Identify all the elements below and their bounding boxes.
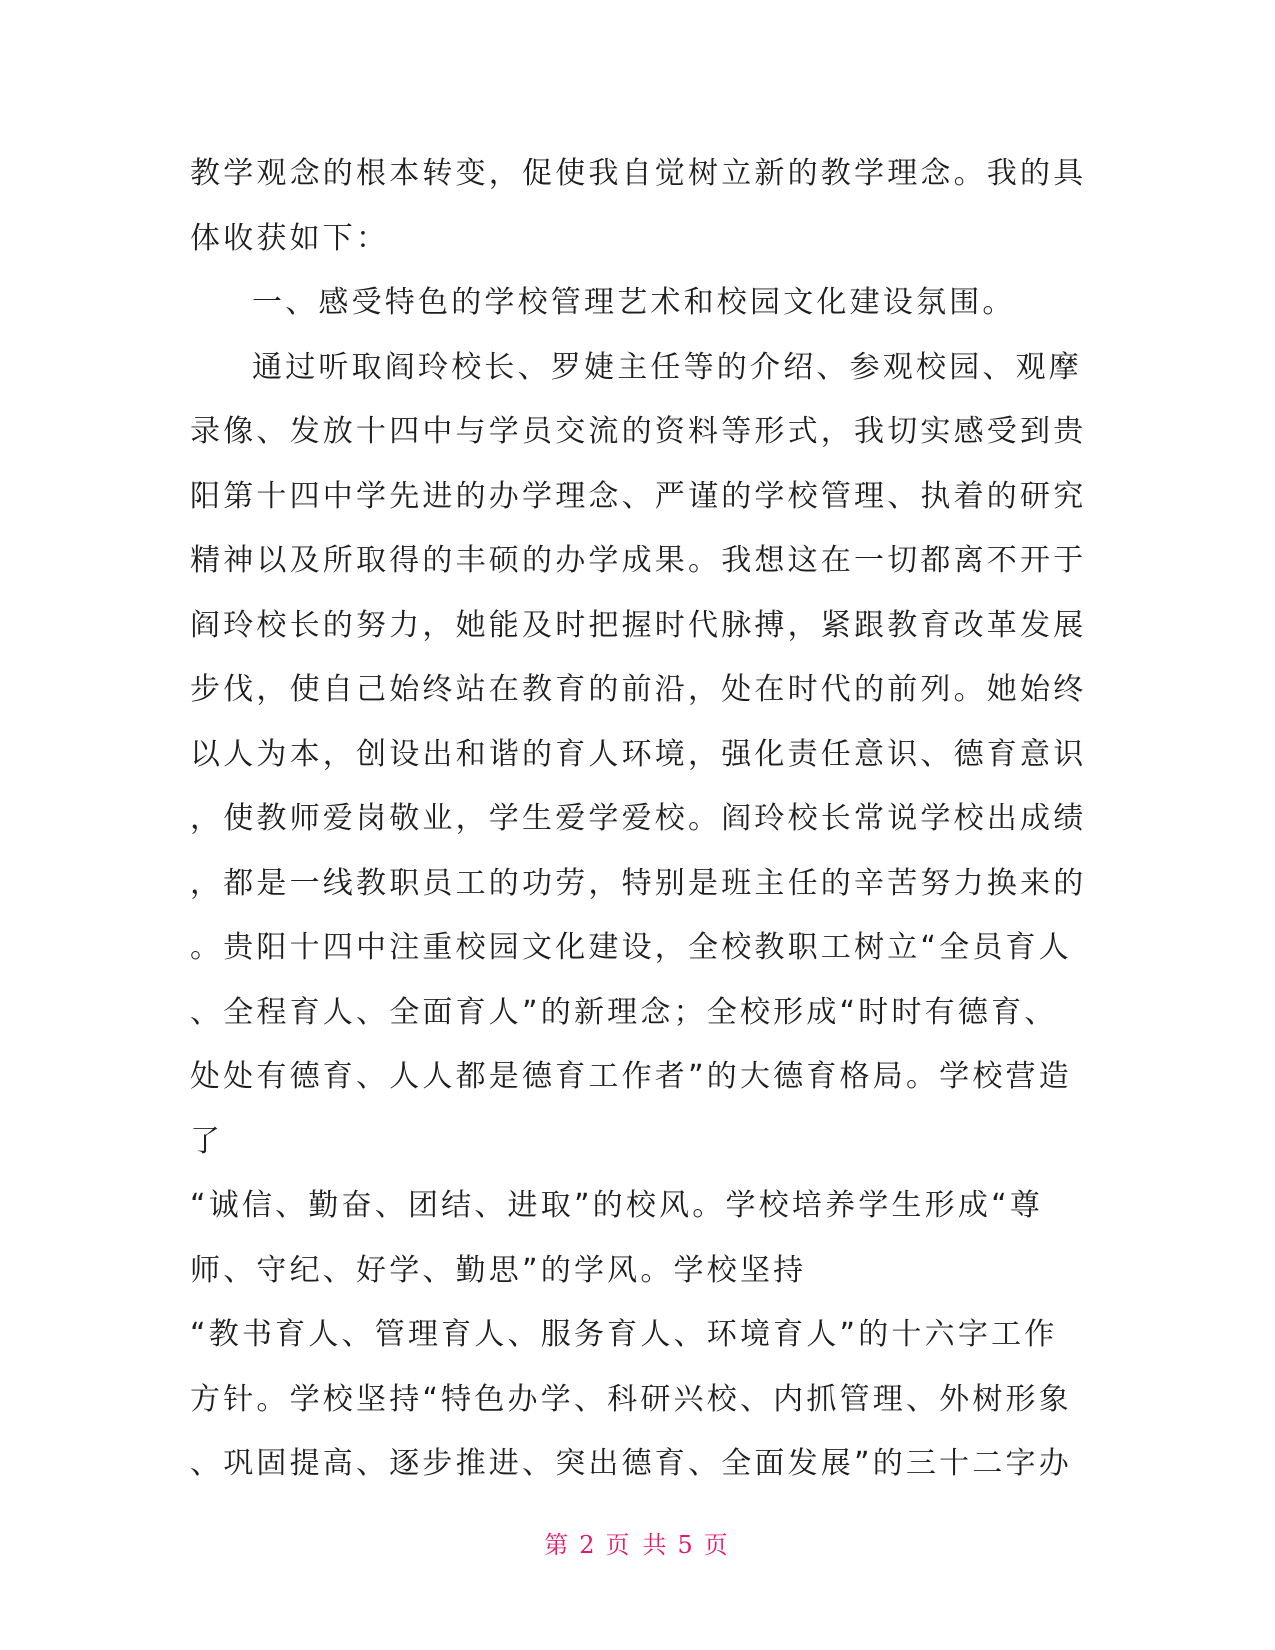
text-line-6: 阳第十四中学先进的办学理念、严谨的学校管理、执着的研究 xyxy=(190,478,1087,514)
footer-suffix: 页 xyxy=(703,1531,731,1559)
text-line-10: 以人为本，创设出和谐的育人环境，强化责任意识、德育意识 xyxy=(190,736,1087,772)
text-line-14: 、全程育人、全面育人”的新理念；全校形成“时时有德育、 xyxy=(190,994,1058,1030)
text-line-19: “教书育人、管理育人、服务育人、环境育人”的十六字工作 xyxy=(190,1317,1058,1352)
footer-page-word: 页 xyxy=(605,1531,633,1559)
text-line-4: 通过听取阎玲校长、罗婕主任等的介绍、参观校园、观摩 xyxy=(252,349,1082,385)
footer-total-word: 共 xyxy=(642,1531,670,1559)
text-line-13: 。贵阳十四中注重校园文化建设，全校教职工树立“全员育人 xyxy=(190,930,1072,965)
text-line-11: ，使教师爱岗敬业，学生爱学爱校。阎玲校长常说学校出成绩 xyxy=(190,801,1087,836)
text-line-21: 、巩固提高、逐步推进、突出德育、全面发展”的三十二字办 xyxy=(190,1446,1072,1481)
text-line-8: 阎玲校长的努力，她能及时把握时代脉搏，紧跟教育改革发展 xyxy=(190,607,1087,643)
page-footer xyxy=(0,1525,1275,1560)
text-line-7: 精神以及所取得的丰硕的办学成果。我想这在一切都离不开于 xyxy=(190,543,1087,578)
text-line-18: 师、守纪、好学、勤思”的学风。学校坚持 xyxy=(190,1252,807,1288)
text-line-2: 体收获如下： xyxy=(190,220,390,256)
text-line-12: ，都是一线教职员工的功劳，特别是班主任的辛苦努力换来的 xyxy=(190,865,1087,901)
body-text xyxy=(190,142,1090,1497)
text-line-17: “诚信、勤奋、团结、进取”的校风。学校培养学生形成“尊 xyxy=(190,1188,1044,1223)
text-line-15: 处处有德育、人人都是德育工作者”的大德育格局。学校营造 xyxy=(190,1059,1072,1094)
section-heading: 一、感受特色的学校管理艺术和校园文化建设氛围。 xyxy=(252,285,1016,320)
text-line-9: 步伐，使自己始终站在教育的前沿，处在时代的前列。她始终 xyxy=(190,672,1087,707)
current-page-number: 2 xyxy=(579,1531,598,1559)
text-line-5: 录像、发放十四中与学员交流的资料等形式，我切实感受到贵 xyxy=(190,414,1087,449)
text-line-1: 教学观念的根本转变，促使我自觉树立新的教学理念。我的具 xyxy=(190,156,1087,191)
footer-prefix: 第 xyxy=(544,1531,572,1559)
text-line-20: 方针。学校坚持“特色办学、科研兴校、内抓管理、外树形象 xyxy=(190,1381,1072,1417)
total-page-number: 5 xyxy=(677,1531,696,1559)
text-line-16: 了 xyxy=(190,1123,224,1159)
